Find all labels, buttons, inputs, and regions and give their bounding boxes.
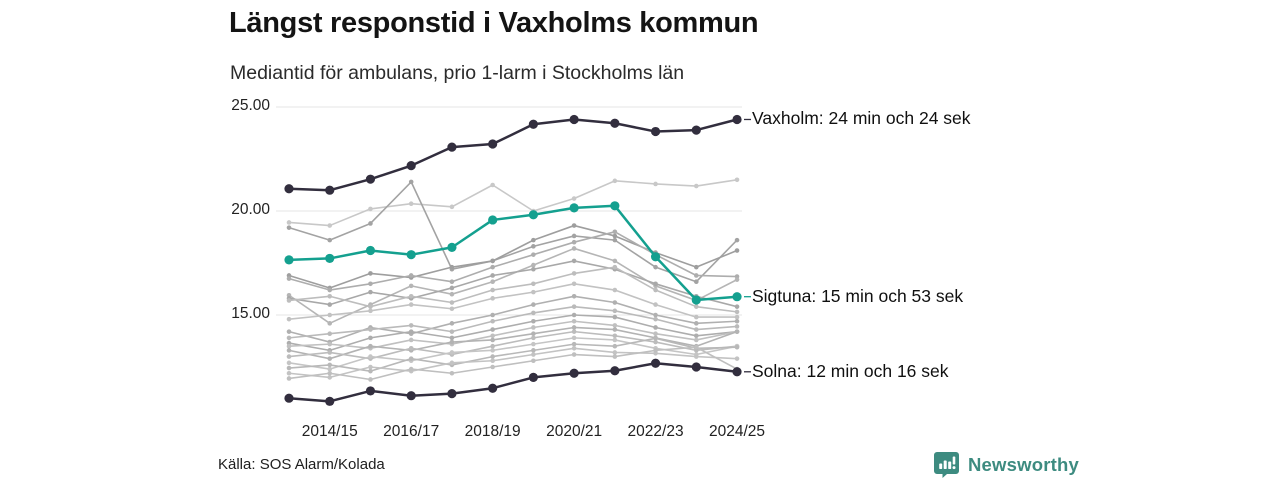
x-axis-tick: 2020/21 bbox=[546, 423, 603, 440]
newsworthy-bar-chart-icon bbox=[933, 451, 960, 478]
y-axis-tick-25: 25.00 bbox=[231, 97, 270, 114]
chart-subtitle: Mediantid för ambulans, prio 1-larm i Stockholms län bbox=[230, 62, 685, 84]
chart-title: Längst responstid i Vaxholms kommun bbox=[229, 7, 759, 39]
series-label-sigtuna: Sigtuna: 15 min och 53 sek bbox=[752, 285, 964, 306]
source-note: Källa: SOS Alarm/Kolada bbox=[218, 456, 385, 473]
x-axis-tick: 2024/25 bbox=[709, 423, 766, 440]
series-label-vaxholm: Vaxholm: 24 min och 24 sek bbox=[752, 108, 971, 129]
x-axis-tick: 2016/17 bbox=[383, 423, 440, 440]
y-axis-tick-20: 20.00 bbox=[231, 201, 270, 218]
x-axis-tick: 2022/23 bbox=[627, 423, 684, 440]
x-axis-tick: 2018/19 bbox=[464, 423, 521, 440]
newsworthy-logo[interactable] bbox=[933, 451, 1079, 478]
x-axis-tick: 2014/15 bbox=[301, 423, 358, 440]
newsworthy-wordmark: Newsworthy bbox=[968, 453, 1079, 475]
y-axis-tick-15: 15.00 bbox=[231, 305, 270, 322]
series-label-solna: Solna: 12 min och 16 sek bbox=[752, 360, 949, 381]
